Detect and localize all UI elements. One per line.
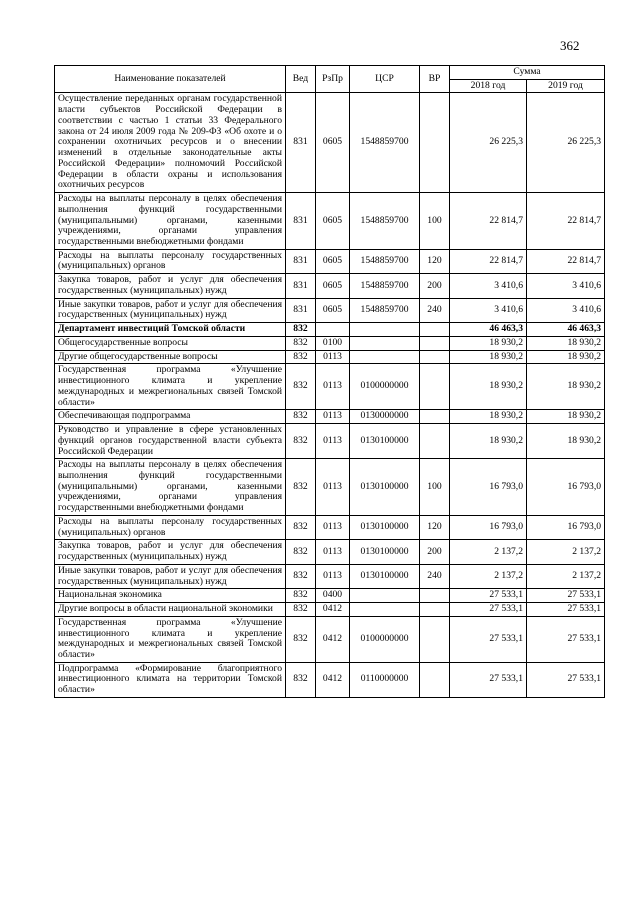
header-vr: ВР — [420, 66, 450, 93]
cell-ved: 832 — [286, 336, 316, 350]
cell-name: Подпрограмма «Формирование благоприятного инвестиционного климата на территории Томской области» — [55, 662, 286, 697]
header-rzpr: РзПр — [316, 66, 350, 93]
cell-csr: 0130100000 — [350, 564, 420, 588]
cell-name: Департамент инвестиций Томской области — [55, 323, 286, 337]
table-row — [55, 350, 605, 364]
cell-rzpr: 0113 — [316, 564, 350, 588]
cell-sum-2019: 46 463,3 — [527, 323, 605, 337]
cell-vr — [420, 93, 450, 193]
cell-csr: 0110000000 — [350, 662, 420, 697]
cell-sum-2019: 18 930,2 — [527, 364, 605, 410]
cell-csr: 0130100000 — [350, 459, 420, 516]
header-2018: 2018 год — [450, 79, 527, 93]
cell-sum-2018: 27 533,1 — [450, 589, 527, 603]
page-number: 362 — [560, 38, 580, 53]
cell-sum-2018: 27 533,1 — [450, 662, 527, 697]
cell-sum-2019: 16 793,0 — [527, 459, 605, 516]
table-row — [55, 323, 605, 337]
cell-ved: 832 — [286, 424, 316, 459]
cell-csr: 0130100000 — [350, 515, 420, 539]
cell-sum-2019: 18 930,2 — [527, 424, 605, 459]
cell-rzpr: 0113 — [316, 515, 350, 539]
cell-rzpr: 0113 — [316, 364, 350, 410]
cell-name: Расходы на выплаты персоналу государственных (муниципальных) органов — [55, 249, 286, 273]
cell-name: Общегосударственные вопросы — [55, 336, 286, 350]
table-row — [55, 616, 605, 662]
cell-name: Закупка товаров, работ и услуг для обеспечения государственных (муниципальных) нужд — [55, 274, 286, 298]
cell-name: Другие вопросы в области национальной экономики — [55, 603, 286, 617]
cell-vr: 200 — [420, 540, 450, 564]
cell-ved: 832 — [286, 350, 316, 364]
cell-rzpr: 0605 — [316, 274, 350, 298]
cell-csr: 0130000000 — [350, 410, 420, 424]
cell-ved: 832 — [286, 410, 316, 424]
cell-sum-2019: 3 410,6 — [527, 274, 605, 298]
cell-sum-2019: 27 533,1 — [527, 616, 605, 662]
cell-csr: 0130100000 — [350, 424, 420, 459]
table-body — [55, 93, 605, 697]
cell-name: Государственная программа «Улучшение инвестиционного климата и укрепление международных и межрегиональных связей Томской области» — [55, 616, 286, 662]
table-row — [55, 364, 605, 410]
budget-table — [54, 65, 605, 698]
cell-sum-2019: 3 410,6 — [527, 298, 605, 322]
cell-sum-2019: 2 137,2 — [527, 564, 605, 588]
cell-vr: 240 — [420, 298, 450, 322]
cell-csr: 1548859700 — [350, 193, 420, 250]
cell-ved: 832 — [286, 589, 316, 603]
cell-rzpr: 0412 — [316, 616, 350, 662]
cell-csr: 1548859700 — [350, 249, 420, 273]
cell-name: Руководство и управление в сфере установленных функций органов государственной власти субъекта Российской Федерации — [55, 424, 286, 459]
cell-csr — [350, 589, 420, 603]
cell-ved: 832 — [286, 540, 316, 564]
cell-name: Расходы на выплаты персоналу в целях обеспечения выполнения функций государственными (муниципальными) органами, казенными учреждениями, органами управления государственными внебюджетными фондами — [55, 193, 286, 250]
cell-csr — [350, 603, 420, 617]
header-2019: 2019 год — [527, 79, 605, 93]
cell-rzpr: 0113 — [316, 540, 350, 564]
cell-sum-2018: 2 137,2 — [450, 540, 527, 564]
cell-vr: 100 — [420, 459, 450, 516]
cell-sum-2019: 27 533,1 — [527, 589, 605, 603]
cell-sum-2019: 2 137,2 — [527, 540, 605, 564]
cell-name: Другие общегосударственные вопросы — [55, 350, 286, 364]
cell-rzpr: 0605 — [316, 93, 350, 193]
cell-vr — [420, 323, 450, 337]
cell-rzpr: 0412 — [316, 662, 350, 697]
cell-rzpr — [316, 323, 350, 337]
cell-vr — [420, 350, 450, 364]
cell-csr — [350, 336, 420, 350]
cell-csr: 1548859700 — [350, 93, 420, 193]
cell-ved: 832 — [286, 616, 316, 662]
cell-sum-2019: 18 930,2 — [527, 350, 605, 364]
cell-csr: 0100000000 — [350, 616, 420, 662]
cell-sum-2018: 18 930,2 — [450, 424, 527, 459]
cell-sum-2018: 2 137,2 — [450, 564, 527, 588]
table-row — [55, 336, 605, 350]
cell-csr — [350, 323, 420, 337]
cell-rzpr: 0113 — [316, 410, 350, 424]
cell-rzpr: 0605 — [316, 298, 350, 322]
cell-sum-2018: 3 410,6 — [450, 298, 527, 322]
table-row — [55, 459, 605, 516]
cell-vr — [420, 424, 450, 459]
cell-ved: 832 — [286, 603, 316, 617]
cell-vr — [420, 662, 450, 697]
cell-vr — [420, 589, 450, 603]
cell-rzpr: 0113 — [316, 350, 350, 364]
table-row — [55, 93, 605, 193]
cell-name: Иные закупки товаров, работ и услуг для обеспечения государственных (муниципальных) нужд — [55, 564, 286, 588]
header-sum: Сумма — [450, 66, 605, 80]
cell-sum-2018: 26 225,3 — [450, 93, 527, 193]
cell-vr: 100 — [420, 193, 450, 250]
cell-ved: 832 — [286, 515, 316, 539]
table-row — [55, 249, 605, 273]
cell-ved: 832 — [286, 662, 316, 697]
cell-rzpr: 0412 — [316, 603, 350, 617]
cell-vr: 240 — [420, 564, 450, 588]
cell-ved: 831 — [286, 249, 316, 273]
table-row — [55, 193, 605, 250]
cell-vr — [420, 364, 450, 410]
cell-rzpr: 0605 — [316, 249, 350, 273]
cell-ved: 831 — [286, 93, 316, 193]
cell-rzpr: 0605 — [316, 193, 350, 250]
header-csr: ЦСР — [350, 66, 420, 93]
table-row — [55, 298, 605, 322]
cell-name: Государственная программа «Улучшение инвестиционного климата и укрепление международных и межрегиональных связей Томской области» — [55, 364, 286, 410]
cell-sum-2019: 18 930,2 — [527, 410, 605, 424]
cell-name: Расходы на выплаты персоналу государственных (муниципальных) органов — [55, 515, 286, 539]
cell-sum-2018: 18 930,2 — [450, 350, 527, 364]
cell-csr: 0130100000 — [350, 540, 420, 564]
cell-rzpr: 0100 — [316, 336, 350, 350]
table-row — [55, 274, 605, 298]
cell-sum-2018: 18 930,2 — [450, 364, 527, 410]
cell-name: Осуществление переданных органам государственной власти субъектов Российской Федерации в соответствии с частью 1 статьи 33 Федерального закона от 24 июля 2009 года № 209-ФЗ «Об охоте и о сохранении охотничьих ресурсов и о внесении изменений в отдельные законодательные акты Российской Федерации» полномочий Российской Федерации в области охраны и использования охотничьих ресурсов — [55, 93, 286, 193]
table-row — [55, 410, 605, 424]
cell-name: Национальная экономика — [55, 589, 286, 603]
cell-ved: 831 — [286, 298, 316, 322]
cell-rzpr: 0113 — [316, 424, 350, 459]
cell-ved: 832 — [286, 364, 316, 410]
cell-ved: 832 — [286, 323, 316, 337]
cell-name: Расходы на выплаты персоналу в целях обеспечения выполнения функций государственными (муниципальными) органами, казенными учреждениями, органами управления государственными внебюджетными фондами — [55, 459, 286, 516]
cell-ved: 832 — [286, 564, 316, 588]
header-name: Наименование показателей — [55, 66, 286, 93]
cell-sum-2018: 46 463,3 — [450, 323, 527, 337]
cell-sum-2019: 22 814,7 — [527, 249, 605, 273]
cell-sum-2018: 22 814,7 — [450, 193, 527, 250]
cell-csr — [350, 350, 420, 364]
cell-vr — [420, 336, 450, 350]
cell-vr — [420, 616, 450, 662]
cell-vr: 120 — [420, 249, 450, 273]
cell-name: Закупка товаров, работ и услуг для обеспечения государственных (муниципальных) нужд — [55, 540, 286, 564]
cell-sum-2019: 27 533,1 — [527, 603, 605, 617]
cell-ved: 831 — [286, 193, 316, 250]
cell-sum-2018: 18 930,2 — [450, 410, 527, 424]
cell-csr: 1548859700 — [350, 298, 420, 322]
table-row — [55, 424, 605, 459]
table-header — [55, 66, 605, 93]
cell-vr: 120 — [420, 515, 450, 539]
cell-vr — [420, 410, 450, 424]
table-row — [55, 589, 605, 603]
cell-sum-2019: 26 225,3 — [527, 93, 605, 193]
cell-sum-2018: 16 793,0 — [450, 459, 527, 516]
cell-name: Иные закупки товаров, работ и услуг для обеспечения государственных (муниципальных) нужд — [55, 298, 286, 322]
cell-sum-2019: 27 533,1 — [527, 662, 605, 697]
cell-sum-2019: 22 814,7 — [527, 193, 605, 250]
table-row — [55, 564, 605, 588]
table-row — [55, 603, 605, 617]
cell-ved: 831 — [286, 274, 316, 298]
cell-ved: 832 — [286, 459, 316, 516]
cell-csr: 0100000000 — [350, 364, 420, 410]
cell-sum-2018: 27 533,1 — [450, 603, 527, 617]
cell-sum-2018: 27 533,1 — [450, 616, 527, 662]
cell-vr: 200 — [420, 274, 450, 298]
cell-name: Обеспечивающая подпрограмма — [55, 410, 286, 424]
table-row — [55, 515, 605, 539]
cell-vr — [420, 603, 450, 617]
cell-rzpr: 0113 — [316, 459, 350, 516]
table-row — [55, 540, 605, 564]
cell-sum-2019: 18 930,2 — [527, 336, 605, 350]
cell-sum-2018: 3 410,6 — [450, 274, 527, 298]
cell-sum-2018: 22 814,7 — [450, 249, 527, 273]
cell-sum-2019: 16 793,0 — [527, 515, 605, 539]
table-row — [55, 662, 605, 697]
cell-csr: 1548859700 — [350, 274, 420, 298]
cell-sum-2018: 18 930,2 — [450, 336, 527, 350]
cell-sum-2018: 16 793,0 — [450, 515, 527, 539]
cell-rzpr: 0400 — [316, 589, 350, 603]
header-ved: Вед — [286, 66, 316, 93]
